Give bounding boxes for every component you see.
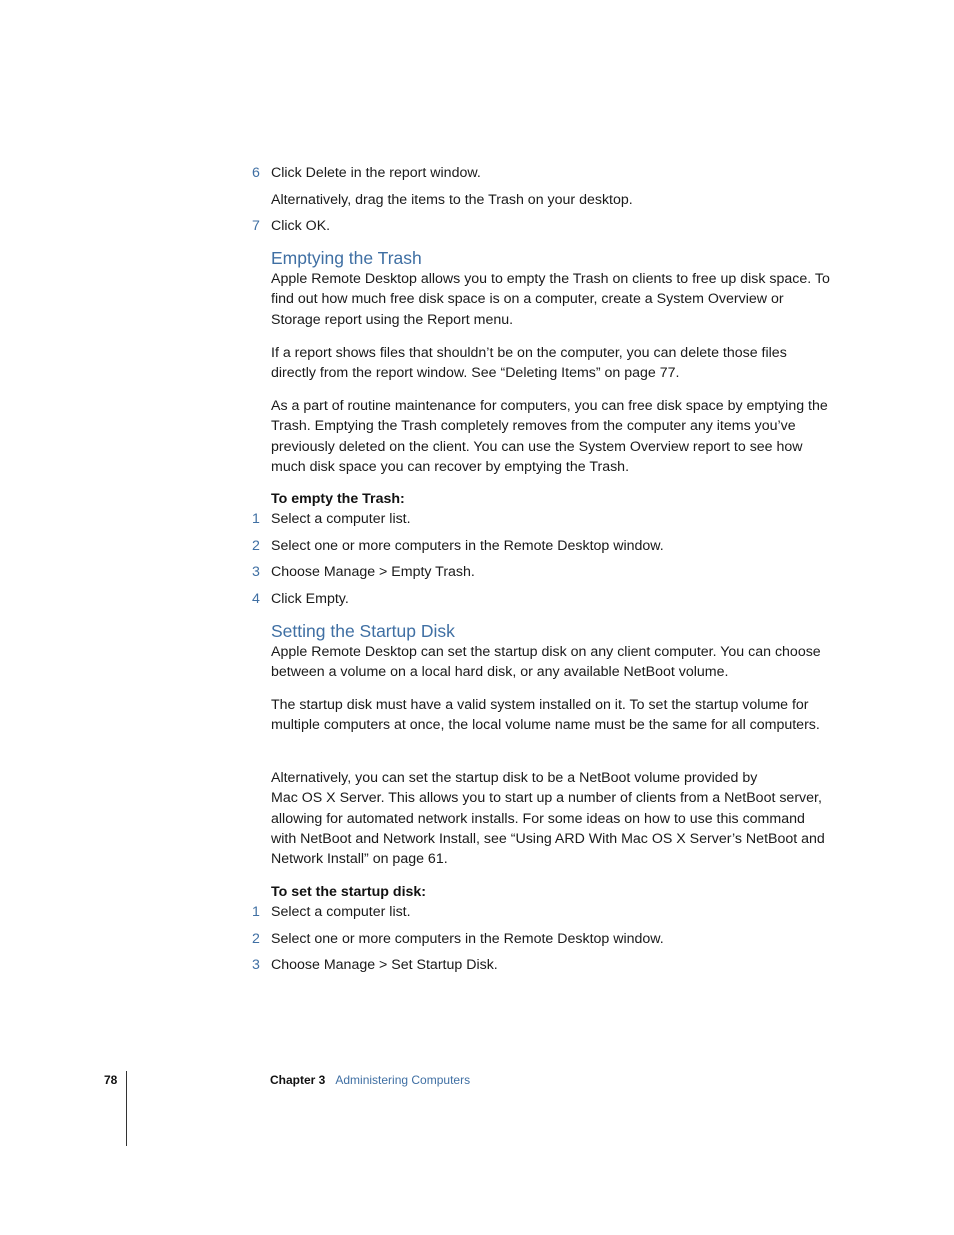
step-number: 2 — [252, 538, 260, 554]
step-number: 1 — [252, 511, 260, 527]
step-number: 3 — [252, 957, 260, 973]
step-number: 1 — [252, 904, 260, 920]
step-text: Click OK. — [271, 218, 331, 234]
step-text: Choose Manage > Empty Trash. — [271, 564, 475, 580]
step-text: Select a computer list. — [271, 904, 411, 920]
chapter-title: Administering Computers — [335, 1073, 471, 1087]
procedure-heading: To set the startup disk: — [271, 884, 427, 900]
paragraph: Apple Remote Desktop can set the startup disk on any client computer. You can choose between a volume on a local hard disk, or any available NetBoot volume. — [271, 644, 821, 681]
footer-chapter — [270, 1072, 470, 1088]
chapter-label: Chapter 3 — [270, 1073, 326, 1087]
section-heading-startup-disk: Setting the Startup Disk — [271, 621, 455, 641]
step-number: 3 — [252, 564, 260, 580]
step-text: Choose Manage > Set Startup Disk. — [271, 957, 498, 973]
step-number: 2 — [252, 931, 260, 947]
paragraph: Apple Remote Desktop allows you to empty the Trash on clients to free up disk space. To find out how much free disk space is on a computer, create a System Overview or Storage report using the Report menu. — [271, 271, 830, 328]
paragraph: The startup disk must have a valid system installed on it. To set the startup volume for multiple computers at once, the local volume name must be the same for all computers. — [271, 697, 820, 734]
step-text: Select a computer list. — [271, 511, 411, 527]
paragraph-rest: Mac OS X Server. This allows you to start up a number of clients from a NetBoot server, allowing for automated network installs. For some ideas on how to use this command with NetBoot and Network Install, see “Using ARD With Mac OS X Server’s NetBoot and Network Install” on page 61. — [271, 790, 825, 868]
footer-divider — [126, 1071, 127, 1146]
section-heading-emptying-trash: Emptying the Trash — [271, 248, 422, 268]
step-text: Select one or more computers in the Remote Desktop window. — [271, 538, 664, 554]
page-number: 78 — [104, 1073, 118, 1087]
step-number: 6 — [252, 165, 260, 181]
step-text: Click Empty. — [271, 591, 349, 607]
step-number: 4 — [252, 591, 260, 607]
paragraph: If a report shows files that shouldn’t be on the computer, you can delete those files directly from the report window. See “Deleting Items” on page 77. — [271, 345, 787, 382]
step-text: Select one or more computers in the Remote Desktop window. — [271, 931, 664, 947]
step-note: Alternatively, drag the items to the Trash on your desktop. — [271, 192, 633, 208]
paragraph-line: Alternatively, you can set the startup disk to be a NetBoot volume provided by — [271, 770, 758, 786]
procedure-heading: To empty the Trash: — [271, 491, 405, 507]
step-text: Click Delete in the report window. — [271, 165, 481, 181]
step-number: 7 — [252, 218, 260, 234]
paragraph — [271, 768, 831, 869]
paragraph: As a part of routine maintenance for computers, you can free disk space by emptying the Trash. Emptying the Trash completely removes from the computer any items you’ve previously deleted on the client. You can use the System Overview report to see how much disk space you can recover by emptying the Trash. — [271, 398, 828, 475]
